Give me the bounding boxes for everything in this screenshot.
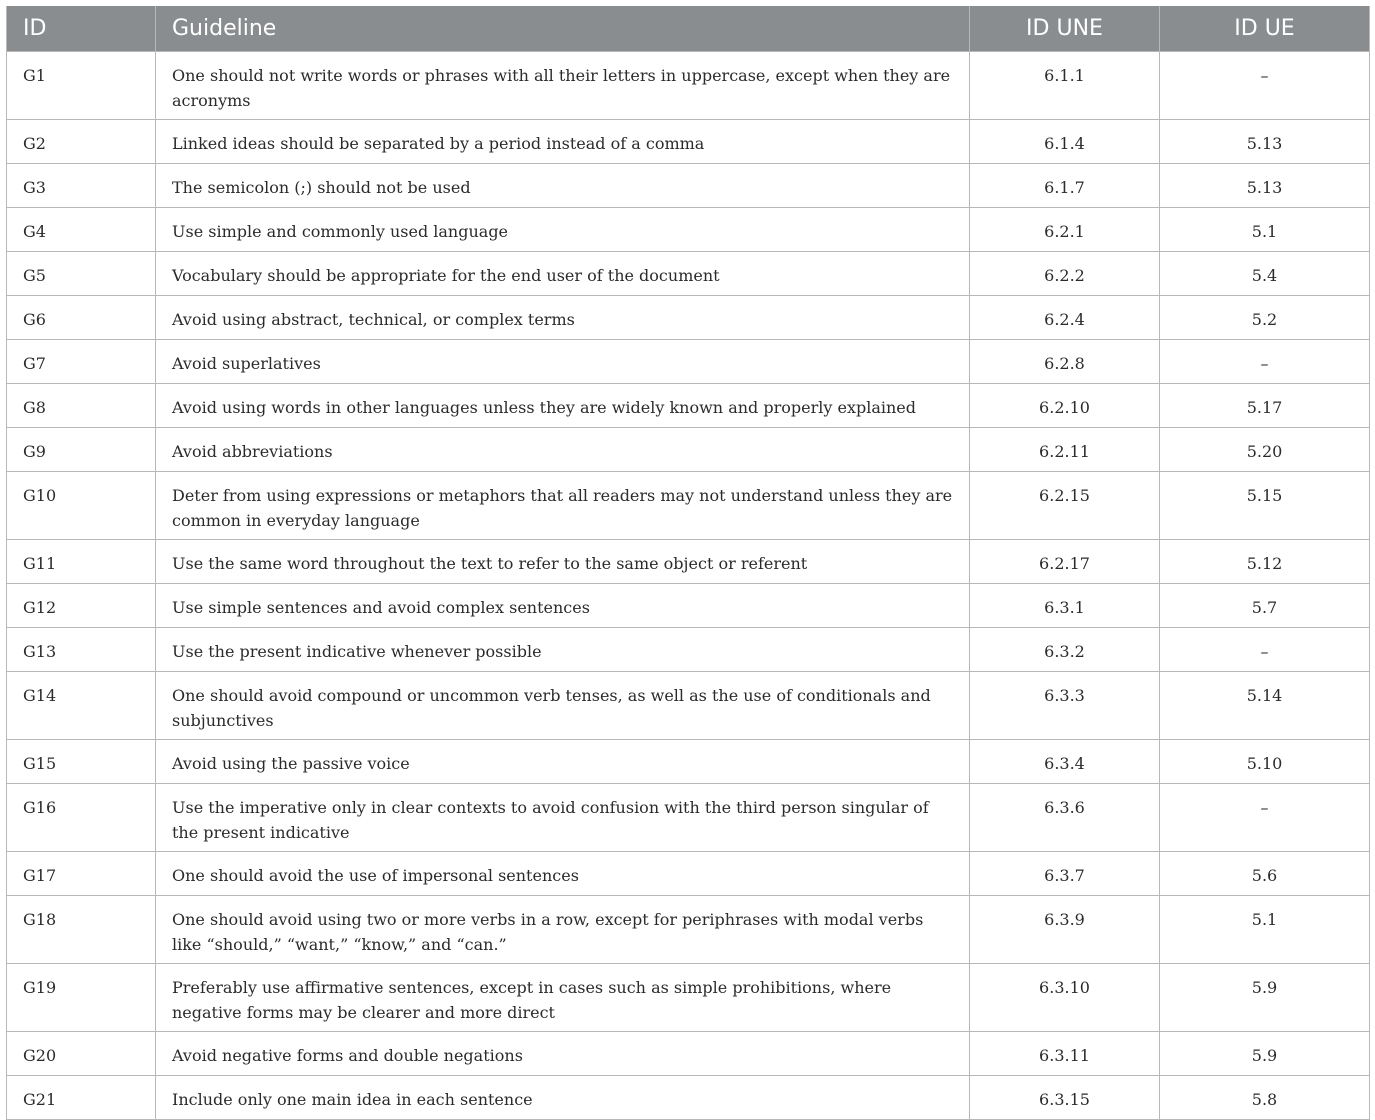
cell-id-ue: 5.12 bbox=[1160, 540, 1370, 584]
table-header-row bbox=[7, 6, 1370, 52]
cell-id-ue: 5.1 bbox=[1160, 896, 1370, 964]
table-row bbox=[7, 896, 1370, 964]
cell-id-ue: 5.15 bbox=[1160, 472, 1370, 540]
table-row bbox=[7, 1032, 1370, 1076]
cell-guideline: Avoid using abstract, technical, or complex terms bbox=[156, 296, 970, 340]
cell-guideline: Avoid superlatives bbox=[156, 340, 970, 384]
table-row bbox=[7, 540, 1370, 584]
table-row bbox=[7, 208, 1370, 252]
table-row bbox=[7, 340, 1370, 384]
cell-id: G7 bbox=[7, 340, 156, 384]
cell-id: G21 bbox=[7, 1076, 156, 1120]
cell-id-une: 6.1.1 bbox=[970, 52, 1160, 120]
cell-id-une: 6.3.7 bbox=[970, 852, 1160, 896]
cell-id-une: 6.3.11 bbox=[970, 1032, 1160, 1076]
cell-id: G18 bbox=[7, 896, 156, 964]
cell-guideline: One should avoid using two or more verbs in a row, except for periphrases with modal verbs like “should,” “want,” “know,” and “can.” bbox=[156, 896, 970, 964]
cell-guideline: Deter from using expressions or metaphors that all readers may not understand unless they are common in everyday language bbox=[156, 472, 970, 540]
cell-id-une: 6.2.8 bbox=[970, 340, 1160, 384]
cell-id-une: 6.3.4 bbox=[970, 740, 1160, 784]
cell-id-une: 6.2.10 bbox=[970, 384, 1160, 428]
cell-id-ue: – bbox=[1160, 52, 1370, 120]
cell-id: G4 bbox=[7, 208, 156, 252]
cell-id-une: 6.2.1 bbox=[970, 208, 1160, 252]
cell-guideline: One should not write words or phrases with all their letters in uppercase, except when they are acronyms bbox=[156, 52, 970, 120]
table-row bbox=[7, 852, 1370, 896]
cell-id-ue: 5.13 bbox=[1160, 164, 1370, 208]
table-row bbox=[7, 120, 1370, 164]
cell-id-ue: – bbox=[1160, 340, 1370, 384]
cell-id-ue: 5.9 bbox=[1160, 1032, 1370, 1076]
cell-id-ue: 5.2 bbox=[1160, 296, 1370, 340]
table-row bbox=[7, 52, 1370, 120]
cell-id-ue: 5.10 bbox=[1160, 740, 1370, 784]
cell-id: G12 bbox=[7, 584, 156, 628]
cell-id-ue: 5.17 bbox=[1160, 384, 1370, 428]
cell-guideline: Avoid abbreviations bbox=[156, 428, 970, 472]
cell-guideline: Avoid using the passive voice bbox=[156, 740, 970, 784]
table-row bbox=[7, 672, 1370, 740]
header-id-ue: ID UE bbox=[1160, 6, 1370, 52]
cell-id: G14 bbox=[7, 672, 156, 740]
cell-guideline: Avoid using words in other languages unless they are widely known and properly explained bbox=[156, 384, 970, 428]
table-row bbox=[7, 252, 1370, 296]
table-row bbox=[7, 164, 1370, 208]
header-id: ID bbox=[7, 6, 156, 52]
cell-guideline: Use the present indicative whenever possible bbox=[156, 628, 970, 672]
cell-id-ue: – bbox=[1160, 784, 1370, 852]
cell-id-une: 6.2.2 bbox=[970, 252, 1160, 296]
cell-id: G16 bbox=[7, 784, 156, 852]
table-row bbox=[7, 428, 1370, 472]
cell-guideline: Use simple and commonly used language bbox=[156, 208, 970, 252]
table-row bbox=[7, 384, 1370, 428]
cell-id: G6 bbox=[7, 296, 156, 340]
cell-id: G17 bbox=[7, 852, 156, 896]
cell-id: G15 bbox=[7, 740, 156, 784]
cell-id: G19 bbox=[7, 964, 156, 1032]
cell-id: G11 bbox=[7, 540, 156, 584]
cell-id-une: 6.2.15 bbox=[970, 472, 1160, 540]
cell-guideline: Avoid negative forms and double negations bbox=[156, 1032, 970, 1076]
cell-id-une: 6.3.2 bbox=[970, 628, 1160, 672]
table-row bbox=[7, 584, 1370, 628]
table-row bbox=[7, 784, 1370, 852]
cell-guideline: One should avoid the use of impersonal sentences bbox=[156, 852, 970, 896]
cell-guideline: Linked ideas should be separated by a period instead of a comma bbox=[156, 120, 970, 164]
cell-id-ue: 5.8 bbox=[1160, 1076, 1370, 1120]
cell-id-une: 6.3.6 bbox=[970, 784, 1160, 852]
cell-id: G1 bbox=[7, 52, 156, 120]
cell-id: G3 bbox=[7, 164, 156, 208]
table-row bbox=[7, 740, 1370, 784]
table-row bbox=[7, 628, 1370, 672]
cell-id-une: 6.3.15 bbox=[970, 1076, 1160, 1120]
cell-guideline: Preferably use affirmative sentences, except in cases such as simple prohibitions, where negative forms may be clearer and more direct bbox=[156, 964, 970, 1032]
cell-id-une: 6.3.3 bbox=[970, 672, 1160, 740]
cell-id: G9 bbox=[7, 428, 156, 472]
table-row bbox=[7, 1076, 1370, 1120]
cell-guideline: The semicolon (;) should not be used bbox=[156, 164, 970, 208]
cell-id: G5 bbox=[7, 252, 156, 296]
cell-guideline: One should avoid compound or uncommon verb tenses, as well as the use of conditionals and subjunctives bbox=[156, 672, 970, 740]
header-id-une: ID UNE bbox=[970, 6, 1160, 52]
header-guideline: Guideline bbox=[156, 6, 970, 52]
cell-id-une: 6.3.1 bbox=[970, 584, 1160, 628]
cell-guideline: Vocabulary should be appropriate for the end user of the document bbox=[156, 252, 970, 296]
cell-id-ue: 5.13 bbox=[1160, 120, 1370, 164]
table-row bbox=[7, 964, 1370, 1032]
cell-id-ue: 5.7 bbox=[1160, 584, 1370, 628]
table-row bbox=[7, 296, 1370, 340]
cell-id-une: 6.3.9 bbox=[970, 896, 1160, 964]
cell-id: G10 bbox=[7, 472, 156, 540]
cell-id: G2 bbox=[7, 120, 156, 164]
cell-id-une: 6.2.17 bbox=[970, 540, 1160, 584]
cell-id-une: 6.1.7 bbox=[970, 164, 1160, 208]
cell-id-une: 6.1.4 bbox=[970, 120, 1160, 164]
cell-id-ue: 5.1 bbox=[1160, 208, 1370, 252]
cell-id: G20 bbox=[7, 1032, 156, 1076]
cell-id-ue: 5.9 bbox=[1160, 964, 1370, 1032]
cell-guideline: Include only one main idea in each sentence bbox=[156, 1076, 970, 1120]
cell-guideline: Use the imperative only in clear contexts to avoid confusion with the third person singular of the present indicative bbox=[156, 784, 970, 852]
cell-id-une: 6.2.11 bbox=[970, 428, 1160, 472]
cell-id-ue: 5.20 bbox=[1160, 428, 1370, 472]
cell-id-ue: – bbox=[1160, 628, 1370, 672]
guidelines-table bbox=[6, 6, 1370, 1120]
cell-id-une: 6.2.4 bbox=[970, 296, 1160, 340]
cell-id-ue: 5.4 bbox=[1160, 252, 1370, 296]
cell-guideline: Use simple sentences and avoid complex sentences bbox=[156, 584, 970, 628]
cell-id: G8 bbox=[7, 384, 156, 428]
table-row bbox=[7, 472, 1370, 540]
cell-guideline: Use the same word throughout the text to refer to the same object or referent bbox=[156, 540, 970, 584]
cell-id: G13 bbox=[7, 628, 156, 672]
cell-id-ue: 5.6 bbox=[1160, 852, 1370, 896]
cell-id-ue: 5.14 bbox=[1160, 672, 1370, 740]
cell-id-une: 6.3.10 bbox=[970, 964, 1160, 1032]
